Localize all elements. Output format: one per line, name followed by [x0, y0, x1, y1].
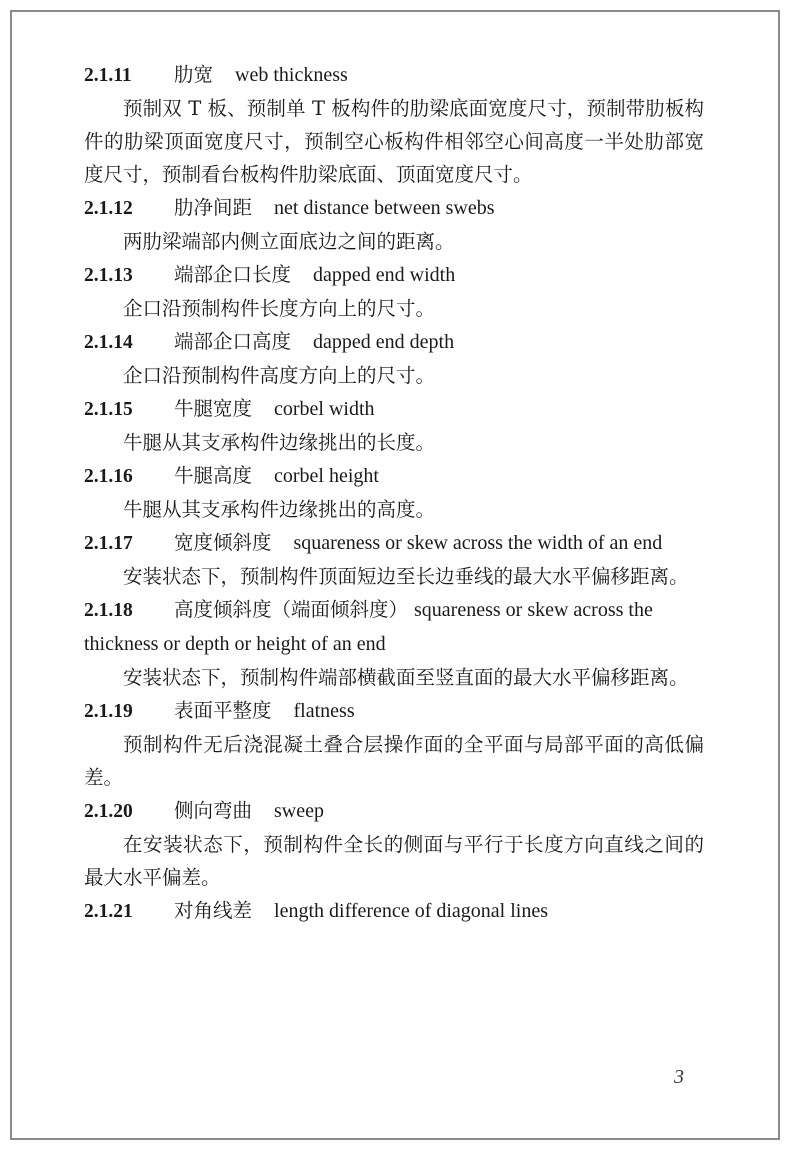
- term-2-1-12: 2.1.12 肋净间距 net distance between swebs: [84, 196, 495, 219]
- definition-2-1-17: 安装状态下，预制构件顶面短边至长边垂线的最大水平偏移距离。: [123, 565, 689, 588]
- definition-2-1-12: 两肋梁端部内侧立面底边之间的距离。: [123, 230, 455, 253]
- term-2-1-14: 2.1.14 端部企口高度 dapped end depth: [84, 330, 455, 353]
- term-2-1-17: 2.1.17 宽度倾斜度 squareness or skew across the width of an end: [84, 531, 663, 554]
- term-2-1-20: 2.1.20 侧向弯曲 sweep: [84, 799, 324, 822]
- definition-2-1-20: 在安装状态下，预制构件全长的侧面与平行于长度方向直线之间的最大水平偏差。: [84, 833, 704, 889]
- term-2-1-18: 2.1.18 高度倾斜度（端面倾斜度） squareness or skew across the thickness or depth or height of an end: [84, 598, 653, 655]
- term-2-1-21: 2.1.21 对角线差 length difference of diagonal lines: [84, 899, 548, 922]
- definition-2-1-15: 牛腿从其支承构件边缘挑出的长度。: [123, 431, 436, 454]
- term-2-1-13: 2.1.13 端部企口长度 dapped end width: [84, 263, 456, 286]
- definition-2-1-14: 企口沿预制构件高度方向上的尺寸。: [123, 364, 436, 387]
- term-2-1-15: 2.1.15 牛腿宽度 corbel width: [84, 397, 375, 420]
- definition-2-1-18: 安装状态下，预制构件端部横截面至竖直面的最大水平偏移距离。: [123, 666, 689, 689]
- document-body: [84, 58, 704, 928]
- term-2-1-19: 2.1.19 表面平整度 flatness: [84, 699, 355, 722]
- term-2-1-16: 2.1.16 牛腿高度 corbel height: [84, 464, 379, 487]
- definition-2-1-13: 企口沿预制构件长度方向上的尺寸。: [123, 297, 436, 320]
- term-2-1-11: 2.1.11 肋宽 web thickness: [84, 63, 348, 86]
- page-number: 3: [674, 1066, 684, 1088]
- definition-2-1-16: 牛腿从其支承构件边缘挑出的高度。: [123, 498, 436, 521]
- definition-2-1-19: 预制构件无后浇混凝土叠合层操作面的全平面与局部平面的高低偏差。: [84, 733, 704, 789]
- definition-2-1-11: 预制双 T 板、预制单 T 板构件的肋梁底面宽度尺寸，预制带肋板构件的肋梁顶面宽度尺寸，预制空心板构件相邻空心间高度一半处肋部宽度尺寸，预制看台板构件肋梁底面、顶面宽度尺寸。: [84, 97, 704, 186]
